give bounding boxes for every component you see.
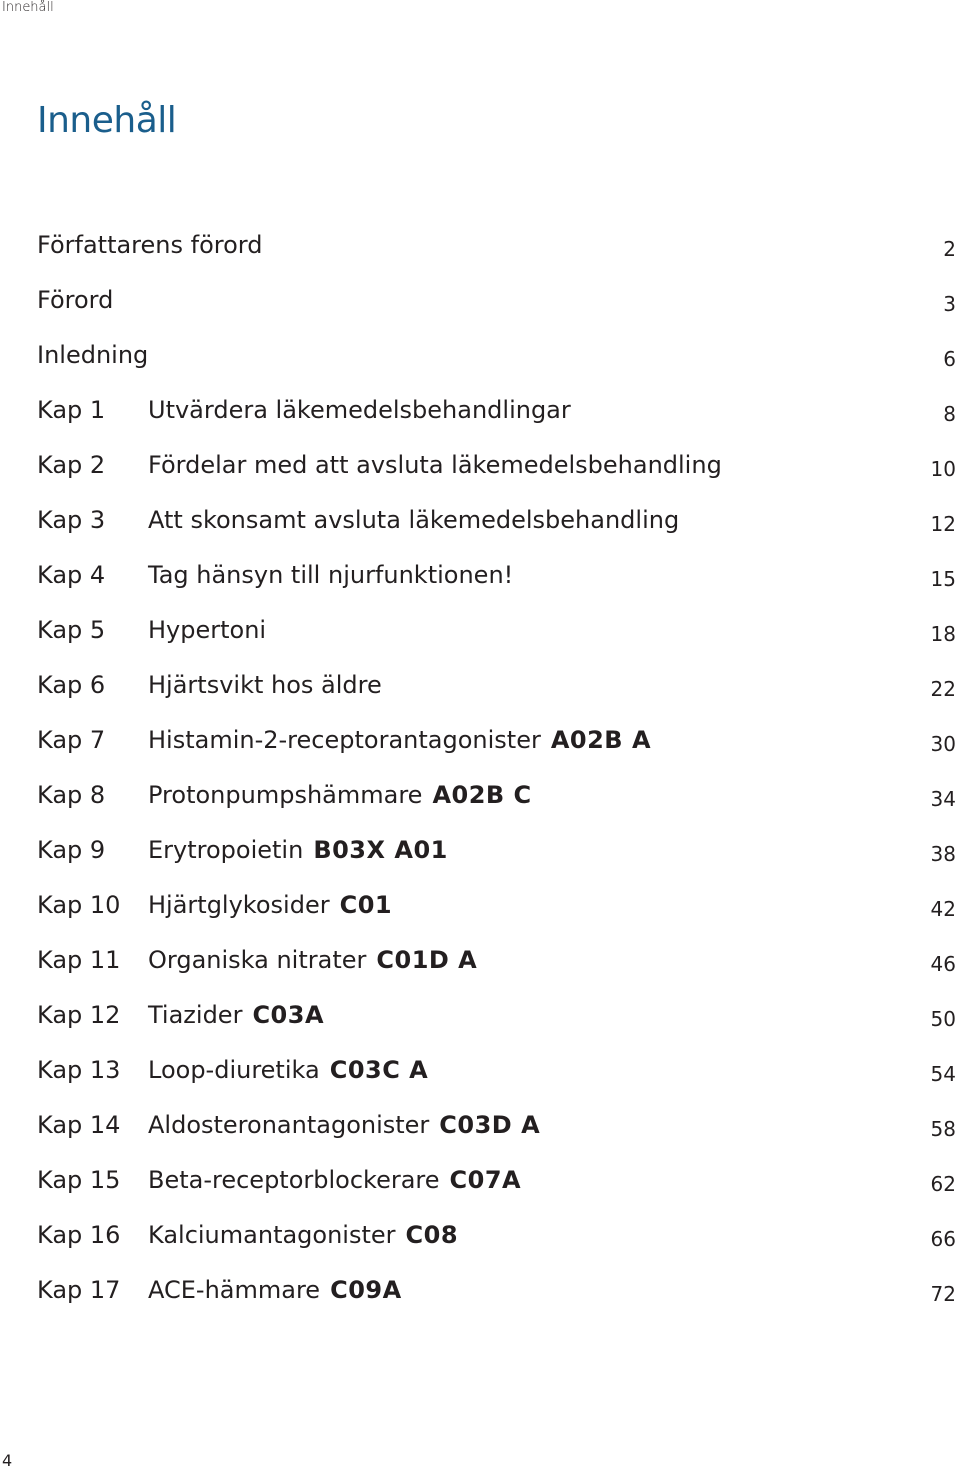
toc-entry-chapter: Kap 13 [37,1056,121,1084]
toc-entry-title-group [148,778,958,812]
toc-entry-chapter: Kap 1 [37,396,106,424]
toc-entry[interactable] [37,448,958,503]
toc-entry-title: ACE-hämmare [148,1276,321,1304]
toc-entry-title: Att skonsamt avsluta läkemedelsbehandling [148,506,680,534]
toc-entry-chapter: Kap 14 [37,1111,121,1139]
toc-entry-chapter: Kap 7 [37,726,106,754]
table-of-contents [37,228,958,1328]
toc-entry-page: 38 [930,842,956,866]
toc-entry-title: Beta-receptorblockerare [148,1166,440,1194]
toc-entry-title-group [148,1053,958,1087]
toc-entry-page: 2 [943,237,956,261]
toc-entry-page: 12 [930,512,956,536]
toc-entry-title: Organiska nitrater [148,946,367,974]
toc-entry-page: 72 [930,1282,956,1306]
toc-entry-chapter: Kap 11 [37,946,121,974]
toc-entry-title-group [148,998,958,1032]
toc-entry-title: Tiazider [148,1001,243,1029]
toc-entry[interactable] [37,1163,958,1218]
toc-entry-page: 66 [930,1227,956,1251]
toc-entry-chapter: Kap 15 [37,1166,121,1194]
running-header: Innehåll [2,0,54,15]
atc-code: B03X A01 [313,836,448,864]
toc-entry-title: Tag hänsyn till njurfunktionen! [148,561,514,589]
toc-entry-chapter: Kap 3 [37,506,106,534]
toc-entry-title: Erytropoietin [148,836,304,864]
toc-entry[interactable] [37,1273,958,1328]
toc-entry-chapter: Kap 17 [37,1276,121,1304]
toc-entry-title: Utvärdera läkemedelsbehandlingar [148,396,571,424]
toc-entry-chapter: Kap 2 [37,451,106,479]
toc-entry-title: Aldosteronantagonister [148,1111,430,1139]
toc-entry-title: Histamin-2-receptorantagonister [148,726,541,754]
atc-code: C03A [252,1001,325,1029]
page-number: 4 [2,1451,13,1470]
toc-entry-title-group [148,833,958,867]
toc-entry-title-group [148,1273,958,1307]
toc-entry-title: Förord [37,286,114,314]
toc-entry-page: 58 [930,1117,956,1141]
toc-entry[interactable] [37,1053,958,1108]
atc-code: C08 [405,1221,459,1249]
toc-entry-title-group [148,723,958,757]
toc-entry[interactable] [37,1108,958,1163]
toc-entry-title-group [148,1108,958,1142]
toc-entry-title: Protonpumpshämmare [148,781,423,809]
toc-entry-title: Fördelar med att avsluta läkemedelsbehandling [148,451,722,479]
toc-entry[interactable] [37,228,958,283]
toc-entry-page: 62 [930,1172,956,1196]
toc-entry-chapter: Kap 10 [37,891,121,919]
toc-entry-page: 34 [930,787,956,811]
toc-entry-chapter: Kap 6 [37,671,106,699]
atc-code: C03D A [439,1111,541,1139]
toc-entry-title-group [148,943,958,977]
toc-entry-page: 18 [930,622,956,646]
toc-entry-page: 42 [930,897,956,921]
toc-entry-page: 6 [943,347,956,371]
toc-entry-page: 15 [930,567,956,591]
toc-entry-page: 50 [930,1007,956,1031]
toc-entry-page: 22 [930,677,956,701]
toc-entry-chapter: Kap 12 [37,1001,121,1029]
toc-entry[interactable] [37,283,958,338]
toc-entry-chapter: Kap 4 [37,561,106,589]
toc-entry[interactable] [37,943,958,998]
toc-entry-title: Hypertoni [148,616,267,644]
toc-entry-chapter: Kap 5 [37,616,106,644]
toc-entry[interactable] [37,998,958,1053]
toc-entry[interactable] [37,558,958,613]
toc-entry-page: 8 [943,402,956,426]
toc-entry[interactable] [37,833,958,888]
atc-code: C09A [330,1276,402,1304]
toc-entry-chapter: Kap 8 [37,781,106,809]
toc-entry[interactable] [37,613,958,668]
atc-code: C03C A [329,1056,429,1084]
toc-entry-page: 30 [930,732,956,756]
atc-code: A02B C [432,781,532,809]
toc-entry[interactable] [37,338,958,393]
atc-code: C01 [339,891,393,919]
toc-entry-title-group [148,888,958,922]
toc-entry-title: Kalciumantagonister [148,1221,396,1249]
toc-entry[interactable] [37,778,958,833]
toc-entry[interactable] [37,1218,958,1273]
toc-entry-title-group [148,1218,958,1252]
toc-entry-title-group [148,1163,958,1197]
toc-entry-title: Loop-diuretika [148,1056,320,1084]
toc-entry[interactable] [37,503,958,558]
toc-entry[interactable] [37,888,958,943]
page-title: Innehåll [37,100,177,141]
toc-entry-page: 3 [943,292,956,316]
atc-code: A02B A [550,726,652,754]
toc-entry-title: Hjärtglykosider [148,891,330,919]
atc-code: C07A [449,1166,522,1194]
toc-entry[interactable] [37,668,958,723]
toc-entry-page: 46 [930,952,956,976]
toc-entry-title: Inledning [37,341,149,369]
toc-entry-chapter: Kap 16 [37,1221,121,1249]
toc-entry-title: Författarens förord [37,231,263,259]
toc-entry[interactable] [37,723,958,778]
toc-entry-chapter: Kap 9 [37,836,106,864]
toc-entry[interactable] [37,393,958,448]
atc-code: C01D A [376,946,478,974]
toc-entry-title: Hjärtsvikt hos äldre [148,671,382,699]
toc-entry-page: 54 [930,1062,956,1086]
toc-entry-page: 10 [930,457,956,481]
